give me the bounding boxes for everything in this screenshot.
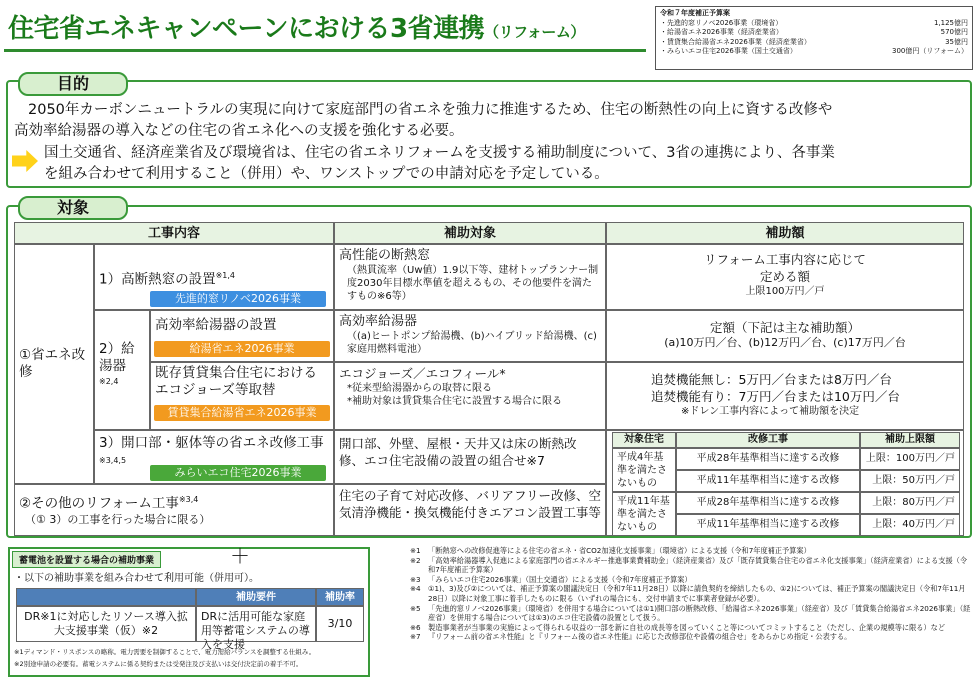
subtable-group-h4: 平成4年基準を満たさないもの xyxy=(612,448,676,492)
subtable-header-housing: 対象住宅 xyxy=(612,432,676,448)
budget-item: ・給湯省エネ2026事業（経済産業省） 570億円 xyxy=(660,28,968,36)
footnote: ※6 製造事業者が当事業の実施によって得られる収益の一部を新に自社の成長等を図っていくこと等についてコミットすること（ただし、企業の規模等に限る）など xyxy=(410,622,946,632)
subtable-row: 上限：50万円／戸 xyxy=(860,470,960,492)
budget-item: ・みらいエコ住宅2026事業（国土交通省） 300億円（リフォーム） xyxy=(660,47,968,55)
subtable-group-h11: 平成11年基準を満たさないもの xyxy=(612,492,676,536)
group-energy-retrofit: ①省エネ改修 xyxy=(14,244,94,484)
purpose-line: を組み合わせて利用すること（併用）や、ワンストップでの申請対応を予定している。 xyxy=(44,166,609,182)
row3-work: 3）開口部・躯体等の省エネ改修工事$^{※3,4,5}$ xyxy=(94,430,334,484)
subtable-header-work: 改修工事 xyxy=(676,432,860,448)
battery-program: DR※1に対応したリソース導入拡大支援事業（仮）※2 xyxy=(16,606,196,642)
footnote: ※2 「高効率給湯器導入促進による家庭部門の省エネルギー推進事業費補助金」（経済産業省）及び「既存賃貸集合住宅の省エネ化支援事業」（経済産業省）による支援（令和7年度補正予算案） xyxy=(410,555,968,575)
subtable-row: 上限：40万円／戸 xyxy=(860,514,960,536)
subtable-row: 平成28年基準相当に達する改修 xyxy=(676,492,860,514)
purpose-line: 2050年カーボンニュートラルの実現に向けて家庭部門の省エネを強力に推進するため、住宅の断熱性の向上に資する改修や xyxy=(28,102,833,118)
row4-work: ②その他のリフォーム工事$^{※3,4}$ （① 3）の工事を行った場合に限る） xyxy=(14,484,334,536)
header-subject: 補助対象 xyxy=(334,222,606,244)
row1-work: 1）高断熱窓の設置$^{※1,4}$ xyxy=(94,244,334,310)
subtable-row: 平成11年基準相当に達する改修 xyxy=(676,470,860,492)
footnote: ※1 「断熱窓への改修促進等による住宅の省エネ・省CO2加速化支援事業」（環境省）による支援（令和7年度補正予算案） xyxy=(410,546,811,555)
battery-note: ※1ディマンド・リスポンスの略称。電力需要を制御することで、電力需給バランスを調整する仕組み。 xyxy=(14,648,316,656)
battery-note: ※2別途申請の必要有。蓄電システムに係る契約または受発注及び支払いは交付決定前の着手不可。 xyxy=(14,660,303,668)
subtable-row: 上限：100万円／戸 xyxy=(860,448,960,470)
budget-item: ・先進的窓リノベ2026事業（環境省） 1,125億円 xyxy=(660,18,968,27)
subtable-row: 平成11年基準相当に達する改修 xyxy=(676,514,860,536)
budget-heading: 令和７年度補正予算案 xyxy=(660,9,730,17)
row2-water-heater: 2）給湯器 ※2,4 xyxy=(94,310,150,430)
budget-item: ・賃貸集合給湯省エネ2026事業（経済産業省） 35億円 xyxy=(660,37,968,46)
footnotes xyxy=(410,546,972,642)
subtable-row: 上限：80万円／戸 xyxy=(860,492,960,514)
row1-amount: リフォーム工事内容に応じて 定める額 上限100万円／戸 xyxy=(606,244,964,310)
badge-window-renovation: 先進的窓リノベ2026事業 xyxy=(150,291,326,307)
target-tag: 対象 xyxy=(18,196,128,220)
badge-water-heater: 給湯省エネ2026事業 xyxy=(154,341,330,357)
subtable-header-cap: 補助上限額 xyxy=(860,432,960,448)
purpose-tag: 目的 xyxy=(18,72,128,96)
row2b-amount: 追焚機能無し：5万円／台または8万円／台 追焚機能有り：7万円／台または10万円／台 ※ドレン工事内容によって補助額を決定 xyxy=(606,362,964,430)
purpose-line: 国土交通省、経済産業省及び環境省は、住宅の省エネリフォームを支援する補助制度について、3省の連携により、各事業 xyxy=(44,145,835,161)
battery-tag: 蓄電池を設置する場合の補助事業 xyxy=(12,551,161,568)
row2a-subject: 高効率給湯器 （(a)ヒートポンプ給湯機、(b)ハイブリッド給湯機、(c)家庭用燃料電池） xyxy=(334,310,606,362)
page-title: 住宅省エネキャンペーンにおける3省連携（リフォーム） xyxy=(8,14,585,44)
row1-subject: 高性能の断熱窓 （熱貫流率（Uw値）1.9以下等、建材トップランナー制度2030年目標水準値を超えるもの、その他要件を満たすもの※6等） xyxy=(334,244,606,310)
plus-icon: ＋ xyxy=(230,544,250,568)
row2a-amount: 定額（下記は主な補助額） (a)10万円／台、(b)12万円／台、(c)17万円／台 xyxy=(606,310,964,362)
battery-intro: ・以下の補助事業を組み合わせて利用可能（併用可）。 xyxy=(14,573,259,584)
battery-requirement: DRに活用可能な家庭用等蓄電システムの導入を支援 xyxy=(196,606,316,642)
row3-subject: 開口部、外壁、屋根・天井又は床の断熱改修、エコ住宅設備の設置の組合せ※7 xyxy=(334,430,606,484)
header-work: 工事内容 xyxy=(14,222,334,244)
badge-rental-water-heater: 賃貸集合給湯省エネ2026事業 xyxy=(154,405,330,421)
header-amount: 補助額 xyxy=(606,222,964,244)
footnote: ※3 「みらいエコ住宅2026事業」（国土交通省）による支援（令和7年度補正予算案） xyxy=(410,574,692,584)
battery-header-rate: 補助率 xyxy=(316,588,364,606)
row4-subject: 住宅の子育て対応改修、バリアフリー改修、空気清浄機能・換気機能付きエアコン設置工事等 xyxy=(334,484,606,536)
row2a-work: 高効率給湯器の設置 xyxy=(150,310,334,362)
footnote: ※7 『リフォーム前の省エネ性能』と『リフォーム後の省エネ性能』に応じた改修部位や設備の組合せ」をあらかじめ指定・公表する。 xyxy=(410,632,852,642)
purpose-line: 高効率給湯器の導入などの住宅の省エネ化への支援を強化する必要。 xyxy=(14,123,464,139)
row2b-work: 既存賃貸集合住宅におけるエコジョーズ等取替 xyxy=(150,362,334,430)
subtable-row: 平成28年基準相当に達する改修 xyxy=(676,448,860,470)
battery-header-blank xyxy=(16,588,196,606)
budget-box xyxy=(655,6,973,70)
footnote: ※5 「先進的窓リノベ2026事業」（環境省）を併用する場合については①1)開口部の断熱改修、「給湯省エネ2026事業」（経産省）及び「賃貸集合給湯省エネ2026事業」（経産省）を併用する場合については①3)のエコ住宅設備の設置として扱う。 xyxy=(410,603,971,623)
battery-rate: 3/10 xyxy=(316,606,364,642)
battery-header-requirement: 補助要件 xyxy=(196,588,316,606)
footnote: ※4 ①1)、3)及び②については、補正予算案の閣議決定日（令和7年11月28日）以降に請負契約を締結したもの、①2)については、補正予算案の閣議決定日（令和7年11月28日）以降に対象工事に着手したものに限る（いずれの場合にも、交付申請までに事業者登録が必要）。 xyxy=(410,584,966,603)
badge-mirai-eco: みらいエコ住宅2026事業 xyxy=(150,465,326,481)
row2b-subject: エコジョーズ／エコフィール* *従来型給湯器からの取替に限る *補助対象は賃貸集合住宅に設置する場合に限る xyxy=(334,362,606,430)
